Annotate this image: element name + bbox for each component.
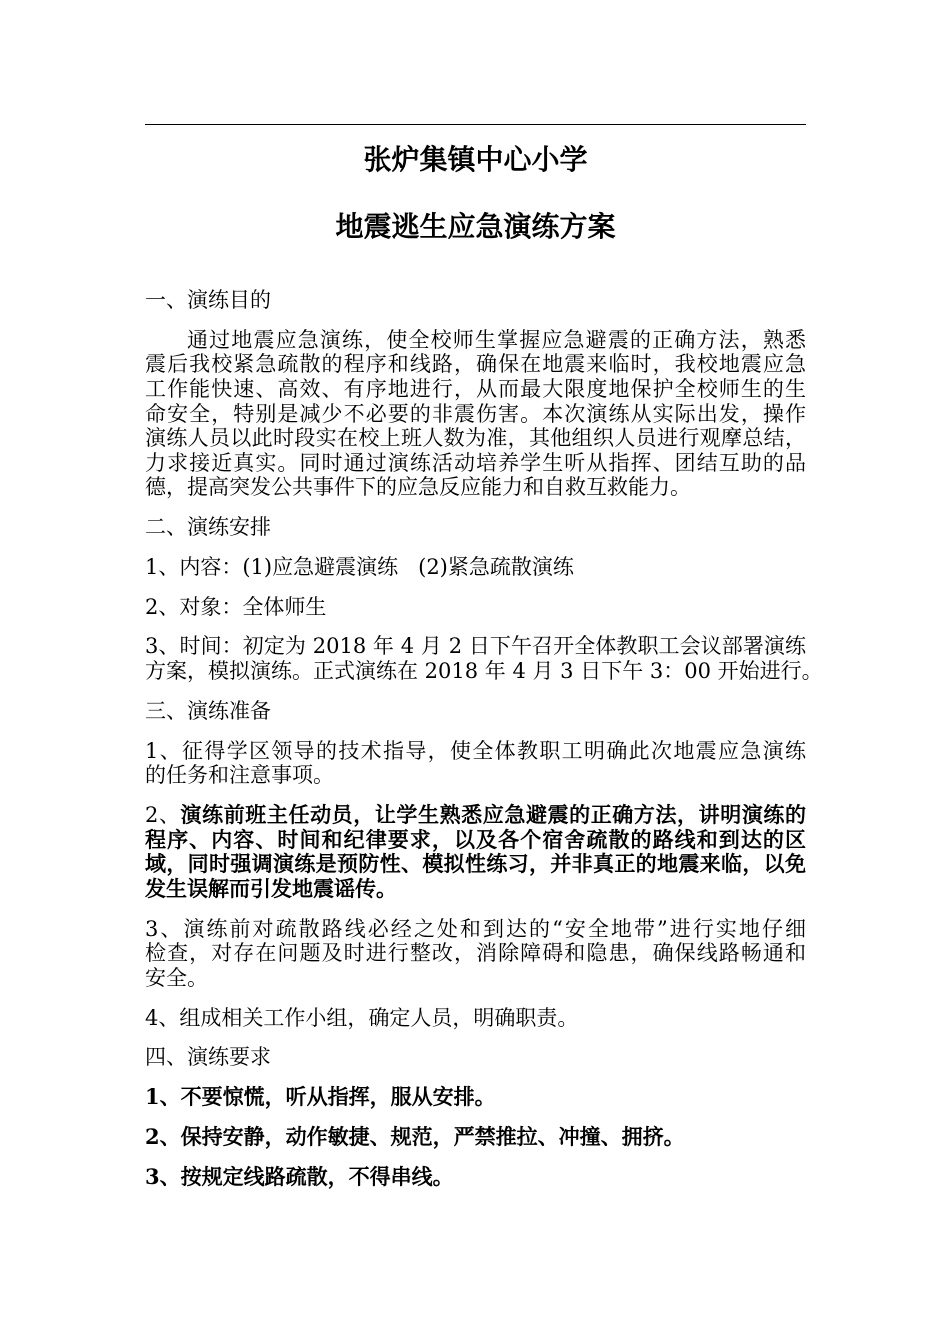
text-line: 力求接近真实。同时通过演练活动培养学生听从指挥、团结互助的品 — [145, 450, 806, 475]
school-name: 张炉集镇中心小学 — [363, 143, 588, 176]
arrangement-target — [145, 595, 806, 620]
text-line: 命安全，特别是减少不必要的非震伤害。本次演练从实际出发，操作 — [145, 401, 806, 426]
text-line: 3、时间：初定为 2018 年 4 月 2 日下午召开全体教职工会议部署演练 — [145, 634, 806, 659]
text-line: 3、演练前对疏散路线必经之处和到达的“安全地带”进行实地仔细 — [145, 916, 806, 941]
text-line: 2、保持安静，动作敏捷、规范，严禁推拉、冲撞、拥挤。 — [145, 1123, 685, 1149]
text-line: 发生误解而引发地震谣传。 — [145, 875, 397, 901]
section-heading-text: 三、演练准备 — [145, 698, 271, 723]
requirement-item-1 — [145, 1085, 806, 1110]
section-heading-text: 一、演练目的 — [145, 288, 271, 312]
purpose-paragraph — [145, 328, 806, 500]
section-heading-requirements — [145, 1045, 806, 1070]
text-line: 3、按规定线路疏散，不得串线。 — [145, 1163, 454, 1189]
preparation-item-2 — [145, 803, 806, 901]
text-line: 4、组成相关工作小组，确定人员，明确职责。 — [145, 1005, 579, 1030]
section-heading-text: 二、演练安排 — [145, 515, 271, 540]
preparation-item-1 — [145, 739, 806, 788]
section-heading-text: 四、演练要求 — [145, 1045, 271, 1070]
text-line: 演练人员以此时段实在校上班人数为准，其他组织人员进行观摩总结， — [145, 426, 806, 451]
text-line: 安全。 — [145, 965, 208, 990]
requirement-item-2 — [145, 1125, 806, 1150]
arrangement-content — [145, 555, 806, 580]
text-line: 1、不要惊慌，听从指挥，服从安排。 — [145, 1084, 496, 1110]
section-heading-arrangement — [145, 515, 806, 540]
text-line: 1、内容：(1)应急避震演练 (2)紧急疏散演练 — [145, 554, 574, 579]
preparation-item-4 — [145, 1006, 806, 1031]
item-number: 2、 — [145, 803, 181, 827]
text-line: 通过地震应急演练，使全校师生掌握应急避震的正确方法，熟悉 — [187, 327, 806, 352]
preparation-item-3 — [145, 917, 806, 991]
document-body — [145, 288, 823, 1204]
text-line: 检查，对存在问题及时进行整改，消除障碍和隐患，确保线路畅通和 — [145, 941, 806, 966]
text-line: 的任务和注意事项。 — [145, 763, 334, 788]
text-line — [145, 803, 806, 828]
text-line: 1、征得学区领导的技术指导，使全体教职工明确此次地震应急演练 — [145, 738, 806, 763]
requirement-item-3 — [145, 1165, 806, 1190]
text-line: 方案，模拟演练。正式演练在 2018 年 4 月 3 日下午 3：00 开始进行。 — [145, 659, 823, 684]
document-title: 地震逃生应急演练方案 — [335, 210, 616, 243]
text-line: 德，提高突发公共事件下的应急反应能力和自救互救能力。 — [145, 475, 691, 500]
header-rule — [145, 124, 806, 125]
section-heading-preparation — [145, 699, 806, 724]
text-line: 程序、内容、时间和纪律要求，以及各个宿舍疏散的路线和到达的区 — [145, 826, 806, 852]
text-line: 工作能快速、高效、有序地进行，从而最大限度地保护全校师生的生 — [145, 376, 806, 401]
text-line: 域，同时强调演练是预防性、模拟性练习，并非真正的地震来临，以免 — [145, 851, 806, 877]
bold-text: 演练前班主任动员，让学生熟悉应急避震的正确方法，讲明演练的 — [180, 802, 806, 827]
text-line: 震后我校紧急疏散的程序和线路，确保在地震来临时，我校地震应急 — [145, 352, 806, 377]
text-line: 2、对象：全体师生 — [145, 594, 327, 619]
section-heading-purpose — [145, 288, 806, 313]
arrangement-time — [145, 634, 823, 684]
